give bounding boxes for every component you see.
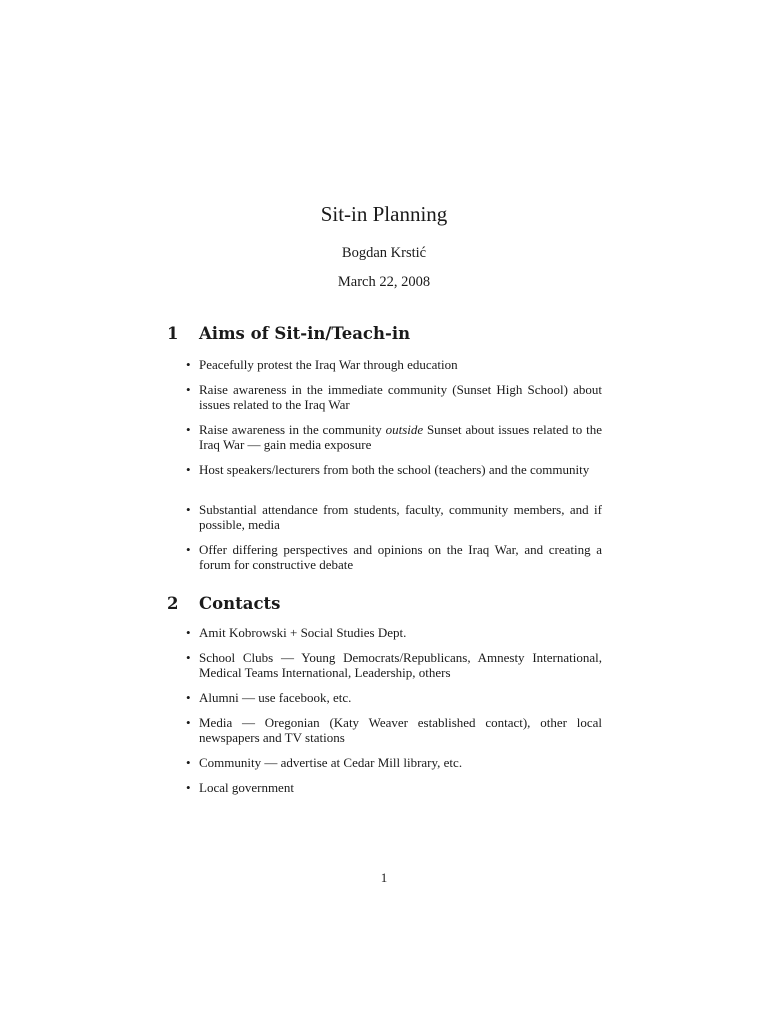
list-item: [186, 755, 602, 770]
list-item: [186, 382, 602, 412]
document-date: March 22, 2008: [337, 274, 431, 290]
list-item: [186, 780, 602, 795]
bullet-icon: •: [186, 542, 191, 557]
bullet-icon: •: [186, 382, 191, 397]
document-author: Bogdan Krstić: [341, 245, 427, 261]
bullet-icon: •: [186, 755, 191, 770]
list-item-text-post: Sunset about issues related to the Iraq War — gain media exposure: [199, 422, 602, 452]
list-item: [186, 502, 602, 532]
section-title: Aims of Sit-in/Teach-in: [199, 324, 411, 343]
list-item-text: [199, 422, 602, 452]
list-item: [186, 690, 602, 705]
document-title: Sit-in Planning: [320, 202, 448, 226]
list-item-text: Local government: [199, 780, 294, 795]
page-number: 1: [380, 870, 388, 885]
list-item: [186, 625, 602, 640]
list-item-text: Amit Kobrowski + Social Studies Dept.: [199, 625, 407, 640]
bullet-icon: •: [186, 690, 191, 705]
bullet-icon: •: [186, 462, 191, 477]
bullet-icon: •: [186, 625, 191, 640]
list-item-text: School Clubs — Young Democrats/Republicans, Amnesty International, Medical Teams International, Leadership, others: [199, 650, 602, 680]
section-heading-aims: [167, 324, 410, 344]
list-item-text-pre: Raise awareness in the community: [199, 422, 386, 437]
list-item: [186, 650, 602, 680]
list-item-text: Community — advertise at Cedar Mill library, etc.: [199, 755, 463, 770]
bullet-icon: •: [186, 502, 191, 517]
list-item-text: Substantial attendance from students, faculty, community members, and if possible, media: [199, 502, 602, 532]
section-title: Contacts: [199, 594, 281, 613]
list-item-text: Offer differing perspectives and opinions on the Iraq War, and creating a forum for constructive debate: [199, 542, 602, 572]
bullet-icon: •: [186, 715, 191, 730]
list-item: [186, 357, 602, 372]
bullet-icon: •: [186, 422, 191, 437]
list-item-text: Host speakers/lecturers from both the school (teachers) and the community: [199, 462, 590, 477]
list-item: [186, 715, 602, 745]
list-item-text: Alumni — use facebook, etc.: [199, 690, 352, 705]
list-item-text: Peacefully protest the Iraq War through education: [199, 357, 458, 372]
list-item: [186, 462, 602, 477]
list-item-text: Raise awareness in the immediate community (Sunset High School) about issues related to the Iraq War: [199, 382, 602, 412]
bullet-icon: •: [186, 357, 191, 372]
list-item: [186, 422, 602, 452]
list-item-emphasis: outside: [385, 422, 424, 437]
section-heading-contacts: [167, 594, 280, 614]
section-number: 2: [167, 594, 179, 613]
list-item: [186, 542, 602, 572]
bullet-icon: •: [186, 780, 191, 795]
section-number: 1: [167, 324, 179, 343]
bullet-icon: •: [186, 650, 191, 665]
list-item-text: Media — Oregonian (Katy Weaver established contact), other local newspapers and TV stations: [199, 715, 602, 745]
